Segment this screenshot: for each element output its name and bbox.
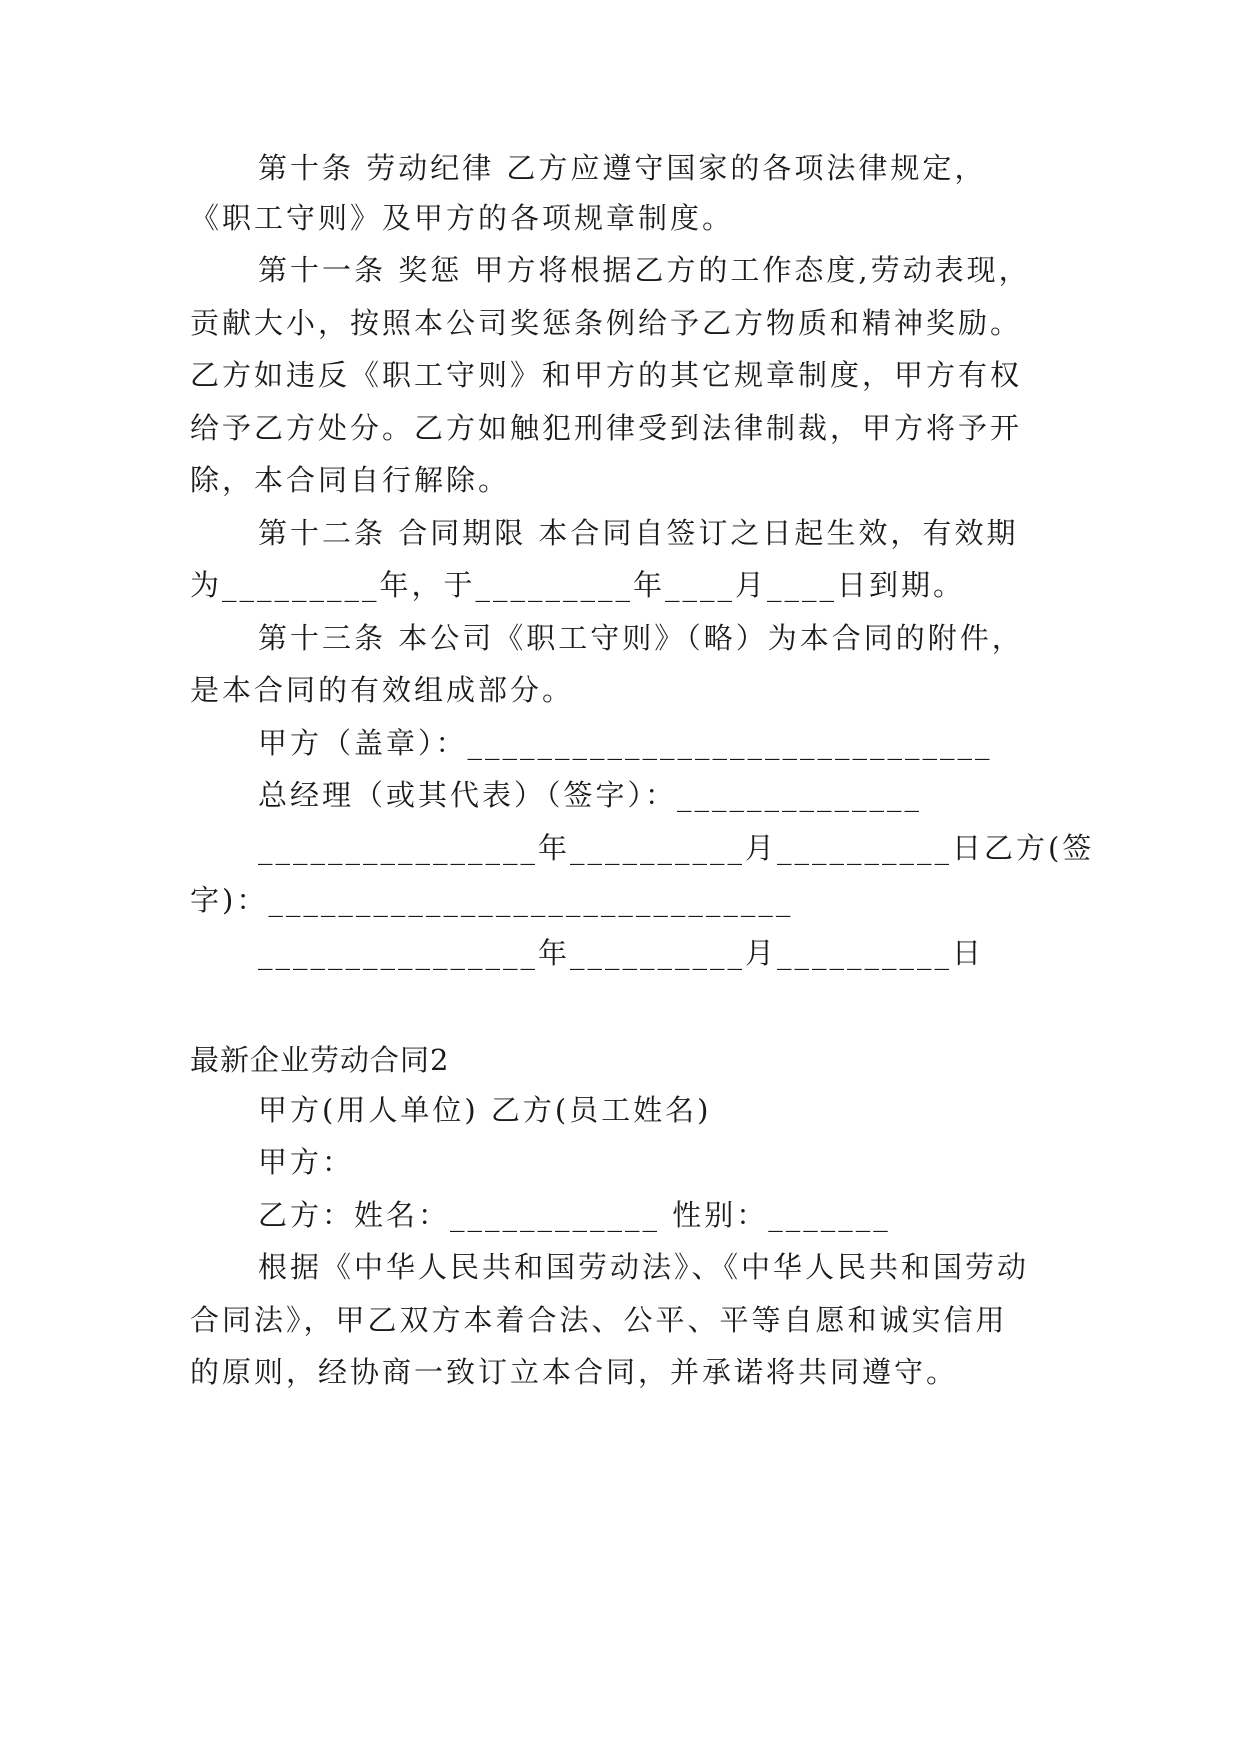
section-heading: 最新企业劳动合同2 [190, 1043, 450, 1077]
article-11-line-1: 第十一条 奖惩 甲方将根据乙方的工作态度,劳动表现， [258, 253, 1031, 287]
article-13-line-1: 第十三条 本公司《职工守则》（略）为本合同的附件， [258, 621, 1024, 655]
party-b-signature-line: 字)：______________________________ [190, 883, 794, 917]
article-11-line-5: 除，本合同自行解除。 [190, 463, 511, 497]
preamble-line-1: 根据《中华人民共和国劳动法》、《中华人民共和国劳动 [258, 1250, 1030, 1284]
article-11-line-3: 乙方如违反《职工守则》和甲方的其它规章制度，甲方有权 [190, 358, 1023, 392]
party-a-line: 甲方： [258, 1145, 355, 1179]
article-10-line-1: 第十条 劳动纪律 乙方应遵守国家的各项法律规定， [258, 151, 987, 185]
article-10-line-2: 《职工守则》及甲方的各项规章制度。 [190, 201, 735, 235]
preamble-line-3: 的原则，经协商一致订立本合同，并承诺将共同遵守。 [190, 1355, 959, 1389]
date-line: ________________年__________月__________日 [258, 936, 985, 970]
date-party-b-signature-line: ________________年__________月__________日乙方(签 [258, 831, 1095, 865]
party-b-info-line: 乙方：姓名：____________ 性别：_______ [258, 1198, 891, 1232]
preamble-line-2: 合同法》，甲乙双方本着合法、公平、平等自愿和诚实信用 [190, 1303, 1008, 1337]
article-13-line-2: 是本合同的有效组成部分。 [190, 673, 575, 707]
parties-header-line: 甲方(用人单位) 乙方(员工姓名) [258, 1093, 712, 1127]
general-manager-signature-line: 总经理（或其代表）（签字）：______________ [258, 778, 923, 812]
article-12-line-1: 第十二条 合同期限 本合同自签订之日起生效，有效期 [258, 516, 1019, 550]
article-12-line-2: 为_________年，于_________年____月____日到期。 [190, 568, 966, 602]
article-11-line-2: 贡献大小，按照本公司奖惩条例给予乙方物质和精神奖励。 [190, 306, 1023, 340]
article-11-line-4: 给予乙方处分。乙方如触犯刑律受到法律制裁，甲方将予开 [190, 411, 1023, 445]
party-a-seal-line: 甲方（盖章）：______________________________ [258, 726, 993, 760]
